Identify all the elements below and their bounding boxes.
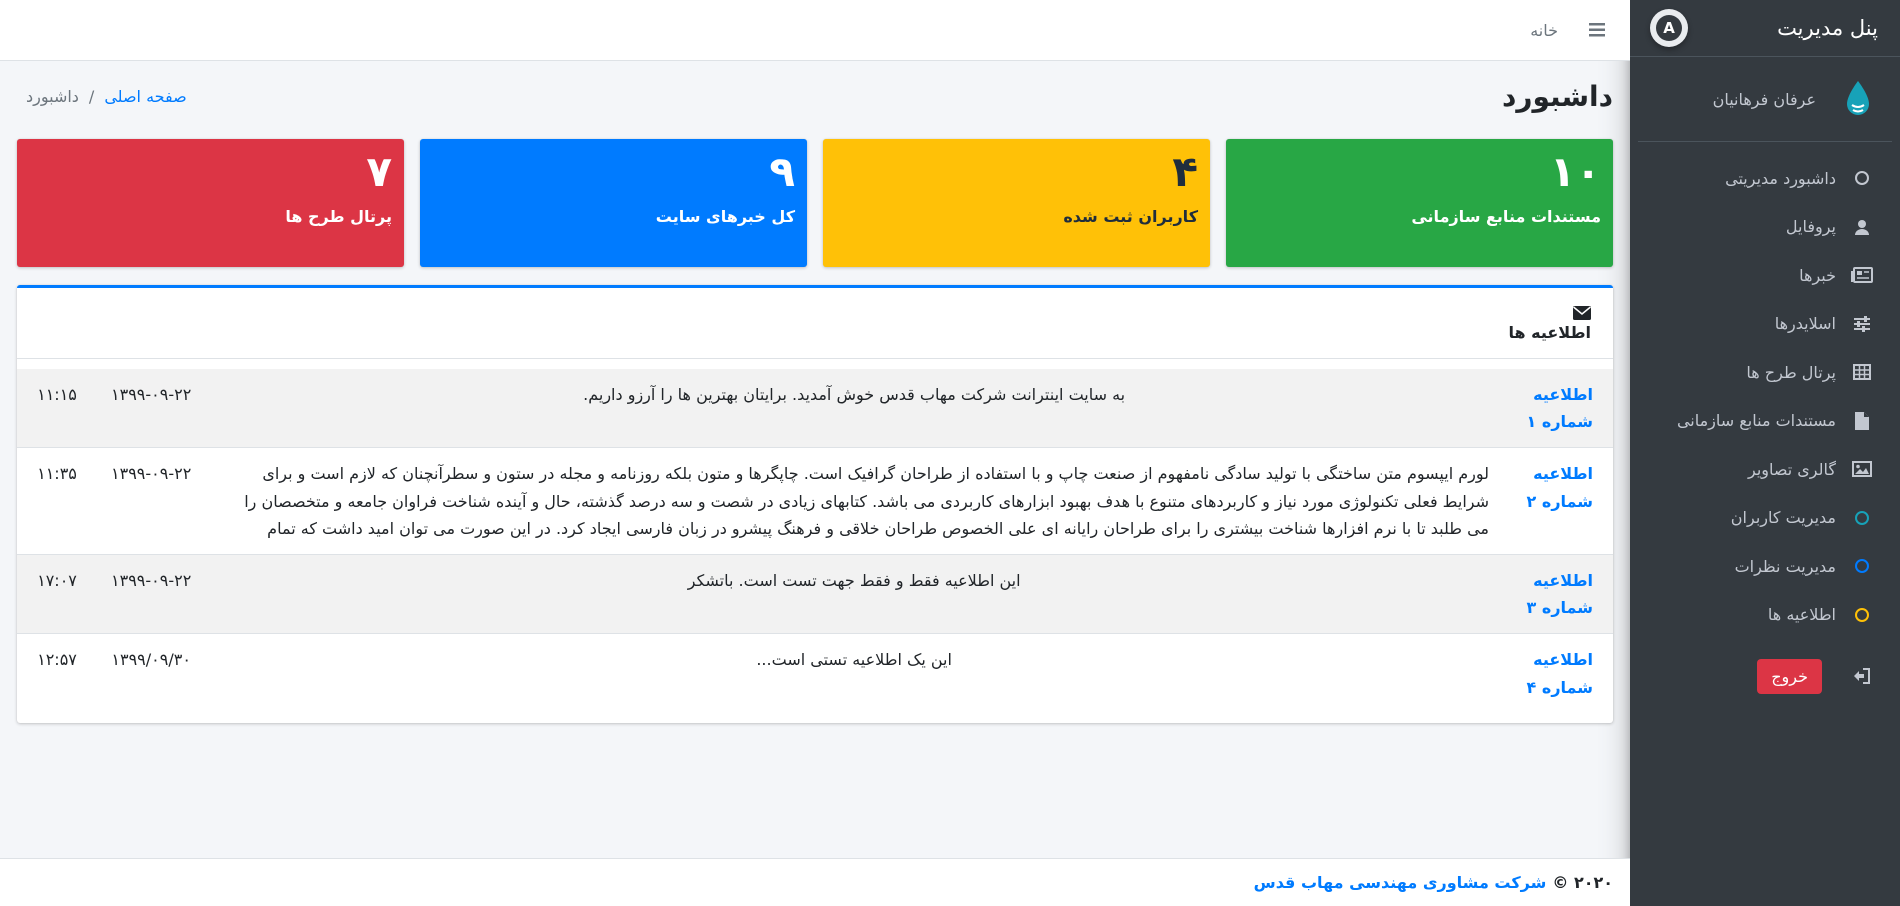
content-header — [17, 61, 1613, 131]
sidebar-item-label: خبرها — [1799, 265, 1836, 285]
sidebar-item-announcements[interactable] — [1630, 591, 1900, 640]
sidebar-item-label: مدیریت نظرات — [1734, 556, 1836, 576]
announcement-title-link[interactable]: اطلاعیه شماره ۲ — [1526, 464, 1593, 511]
sidebar-item-label: داشبورد مدیریتی — [1725, 168, 1836, 188]
sidebar-item-label: گالری تصاویر — [1747, 459, 1836, 479]
sign-out-icon — [1850, 664, 1874, 688]
circle-primary-icon — [1850, 554, 1874, 578]
logout-row — [1630, 645, 1900, 707]
stat-box-news[interactable] — [420, 139, 807, 267]
table-icon — [1850, 360, 1874, 384]
image-icon — [1850, 457, 1874, 481]
brand-title: پنل مدیریت — [1777, 16, 1878, 40]
announcement-body: لورم ایپسوم متن ساختگی با تولید سادگی نامفهوم از صنعت چاپ و با استفاده از طراحان گرافیک است. چاپگرها و متون بلکه روزنامه و مجله در ستون و سطرآنچنان که لازم است و برای شرایط فعلی تکنولوژی مورد نیاز و کاربردهای متنوع با هدف بهبود ابزارهای کاربردی می باشد. کتابهای زیادی در شصت و سه درصد گذشته، حال و آینده شناخت فراوان جامعه و متخصصان را می طلبد تا با نرم افزارها شناخت بیشتری را برای طراحان رایانه ای علی الخصوص طراحان خلاقی و فرهنگ پیشرو در زبان فارسی ایجاد کرد. در این صورت می توان امید داشت که تمام — [244, 464, 1489, 538]
sidebar-item-label: مدیریت کاربران — [1730, 508, 1836, 528]
brand-link[interactable] — [1630, 0, 1900, 57]
stat-value: ۱۰ — [1549, 147, 1601, 196]
logout-button[interactable]: خروج — [1757, 659, 1822, 694]
breadcrumb-separator: / — [88, 86, 95, 106]
sidebar-item-label: مستندات منابع سازمانی — [1676, 411, 1836, 431]
brand-logo-letter: A — [1656, 15, 1682, 41]
navbar-home-link[interactable]: خانه — [1530, 20, 1558, 40]
table-row — [17, 634, 1613, 713]
announcement-time: ۱۲:۵۷ — [37, 650, 77, 670]
circle-outline-icon — [1850, 166, 1874, 190]
stat-label: مستندات منابع سازمانی — [1411, 207, 1601, 227]
sidebar-nav — [1630, 142, 1900, 639]
announcement-body: به سایت اینترانت شرکت مهاب قدس خوش آمدید. برایتان بهترین ها را آرزو داریم. — [583, 385, 1126, 404]
announcements-title: اطلاعیه ها — [1508, 322, 1591, 342]
announcement-time: ۱۱:۱۵ — [37, 385, 77, 404]
table-row — [17, 448, 1613, 555]
stat-label: کاربران ثبت شده — [1063, 207, 1198, 227]
newspaper-icon — [1850, 263, 1874, 287]
announcements-card — [17, 285, 1613, 723]
page-title: داشبورد — [1502, 79, 1613, 113]
stat-box-documents[interactable] — [1226, 139, 1613, 267]
sidebar-item-label: اسلایدرها — [1774, 314, 1836, 334]
footer — [0, 858, 1630, 906]
sidebar — [1630, 0, 1900, 906]
sidebar-item-users[interactable] — [1630, 494, 1900, 543]
sidebar-item-documents[interactable] — [1630, 397, 1900, 446]
breadcrumb-home-link[interactable]: صفحه اصلی — [104, 86, 187, 106]
announcements-body — [17, 359, 1613, 723]
user-avatar-icon — [1838, 77, 1878, 121]
main-content — [0, 61, 1630, 858]
footer-company-link[interactable]: شرکت مشاوری مهندسی مهاب قدس — [1253, 873, 1547, 892]
user-name: عرفان فرهانیان — [1712, 89, 1816, 109]
footer-copyright: ۲۰۲۰ © — [1552, 873, 1613, 892]
circle-info-icon — [1850, 506, 1874, 530]
sidebar-item-dashboard[interactable] — [1630, 154, 1900, 203]
announcement-title-link[interactable]: اطلاعیه شماره ۱ — [1526, 385, 1593, 432]
sidebar-item-label: پرتال طرح ها — [1746, 362, 1836, 382]
announcement-date: ۱۳۹۹-۰۹-۲۲ — [111, 570, 192, 590]
announcement-body: این اطلاعیه فقط و فقط جهت تست است. باتشکر — [687, 570, 1021, 590]
stat-label: کل خبرهای سایت — [655, 207, 795, 227]
announcement-date: ۱۳۹۹/۰۹/۳۰ — [111, 650, 191, 670]
sliders-icon — [1850, 312, 1874, 336]
announcement-time: ۱۷:۰۷ — [37, 570, 77, 590]
announcements-card-header — [17, 288, 1613, 359]
brand-logo — [1650, 9, 1688, 47]
user-panel[interactable] — [1638, 57, 1892, 142]
breadcrumb-current: داشبورد — [26, 86, 79, 106]
announcements-table — [17, 369, 1613, 713]
menu-toggle-icon[interactable] — [1586, 19, 1608, 41]
stat-boxes — [17, 139, 1613, 267]
stat-box-users[interactable] — [823, 139, 1210, 267]
circle-warning-icon — [1850, 603, 1874, 627]
sidebar-item-news[interactable] — [1630, 251, 1900, 300]
sidebar-item-gallery[interactable] — [1630, 445, 1900, 494]
announcement-date: ۱۳۹۹-۰۹-۲۲ — [111, 385, 192, 404]
stat-value: ۴ — [1172, 147, 1198, 196]
stat-value: ۷ — [366, 147, 392, 196]
sidebar-item-label: اطلاعیه ها — [1767, 605, 1836, 625]
envelope-icon — [1571, 305, 1591, 321]
announcement-date: ۱۳۹۹-۰۹-۲۲ — [111, 464, 192, 484]
file-icon — [1850, 409, 1874, 433]
sidebar-item-profile[interactable] — [1630, 203, 1900, 252]
sidebar-item-comments[interactable] — [1630, 542, 1900, 591]
stat-label: پرتال طرح ها — [285, 207, 392, 227]
table-row — [17, 369, 1613, 448]
announcement-title-link[interactable]: اطلاعیه شماره ۴ — [1526, 650, 1593, 697]
user-icon — [1850, 215, 1874, 239]
top-navbar — [0, 0, 1630, 61]
announcement-title-link[interactable]: اطلاعیه شماره ۳ — [1526, 570, 1593, 618]
table-row — [17, 554, 1613, 633]
stat-box-portal[interactable] — [17, 139, 404, 267]
breadcrumb — [26, 87, 187, 106]
stat-value: ۹ — [769, 147, 795, 196]
sidebar-item-portal[interactable] — [1630, 348, 1900, 397]
sidebar-item-label: پروفایل — [1785, 217, 1836, 237]
announcement-body: این یک اطلاعیه تستی است... — [756, 650, 952, 670]
sidebar-item-sliders[interactable] — [1630, 300, 1900, 349]
announcement-time: ۱۱:۳۵ — [37, 464, 77, 484]
